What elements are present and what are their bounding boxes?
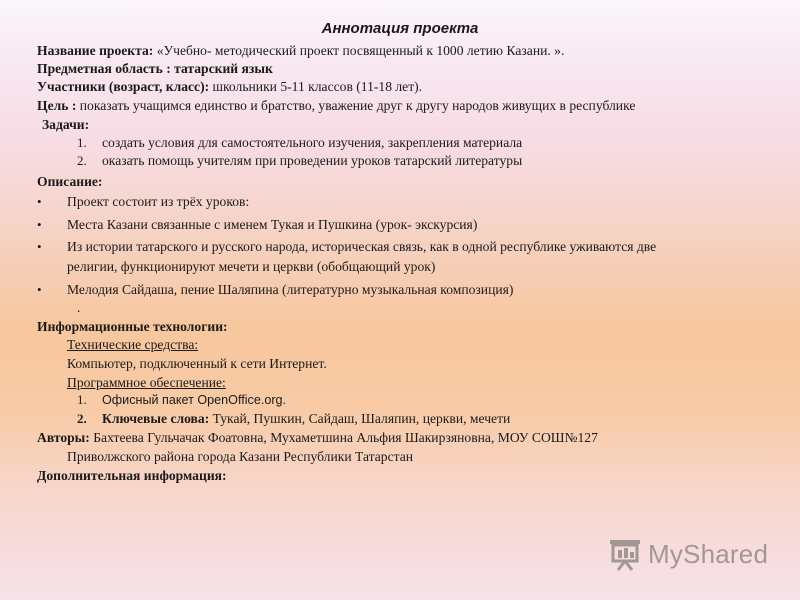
page-title: Аннотация проекта	[321, 20, 479, 37]
authors-label: Авторы:	[37, 430, 90, 445]
task-1-text: создать условия для самостоятельного изучения, закрепления материала	[102, 135, 523, 150]
goal-label: Цель :	[37, 98, 77, 113]
description-label: Описание:	[37, 174, 103, 189]
task-2-num: 2.	[77, 153, 87, 168]
software-label: Программное обеспечение:	[67, 375, 226, 390]
authors-line-2: Приволжского района города Казани Республики Татарстан	[67, 449, 414, 464]
office-package-text: Офисный пакет OpenOffice.org.	[102, 393, 287, 407]
participants-label: Участники (возраст, класс):	[37, 79, 210, 94]
description-bullet-1: Проект состоит из трёх уроков:	[67, 194, 250, 209]
description-bullet-3b: религии, функционируют мечети и церкви (обобщающий урок)	[67, 259, 436, 274]
description-bullet-3a: Из истории татарского и русского народа, историческая связь, как в одной республике уживаются две	[67, 239, 657, 254]
subject-area-line: Предметная область : татарский язык	[37, 61, 273, 76]
bullet-icon: •	[37, 282, 42, 297]
software-item-1-num: 1.	[77, 392, 87, 407]
software-item-2-text	[102, 410, 510, 428]
description-bullet-4: Мелодия Сайдаша, пение Шаляпина (литературно музыкальная композиция)	[67, 282, 514, 297]
presentation-board-icon	[608, 537, 642, 571]
hardware-label: Технические средства:	[67, 337, 199, 352]
keywords-value: Тукай, Пушкин, Сайдаш, Шаляпин, церкви, мечети	[209, 411, 511, 426]
keywords-label: Ключевые слова:	[102, 411, 210, 426]
watermark-logo	[608, 536, 768, 572]
authors-value: Бахтеева Гульчачак Фоатовна, Мухаметшина Альфия Шакирзяновна, МОУ СОШ№127	[89, 430, 598, 445]
description-dot: .	[77, 300, 81, 315]
goal-line	[37, 97, 635, 115]
bullet-icon: •	[37, 194, 42, 209]
hardware-value: Компьютер, подключенный к сети Интернет.	[67, 356, 327, 371]
project-name-value: «Учебно- методический проект посвященный к 1000 летию Казани. ».	[153, 43, 565, 58]
project-name-label: Название проекта:	[37, 43, 154, 58]
participants-value: школьники 5-11 классов (11-18 лет).	[209, 79, 423, 94]
additional-info-label: Дополнительная информация:	[37, 468, 227, 483]
tasks-label: Задачи:	[42, 117, 90, 132]
software-item-2-num: 2.	[77, 411, 87, 426]
task-2-text: оказать помощь учителям при проведении уроков татарский литературы	[102, 153, 523, 168]
description-bullet-2: Места Казани связанные с именем Тукая и Пушкина (урок- экскурсия)	[67, 217, 478, 232]
project-name-line	[37, 42, 564, 60]
it-label: Информационные технологии:	[37, 319, 228, 334]
software-item-1-text	[102, 391, 286, 409]
task-1-num: 1.	[77, 135, 87, 150]
participants-line	[37, 78, 422, 96]
watermark-text: MyShared	[648, 538, 769, 569]
bullet-icon: •	[37, 239, 42, 254]
goal-value: показать учащимся единство и братство, уважение друг к другу народов живущих в республике	[76, 98, 636, 113]
bullet-icon: •	[37, 217, 42, 232]
authors-line-1	[37, 429, 598, 447]
